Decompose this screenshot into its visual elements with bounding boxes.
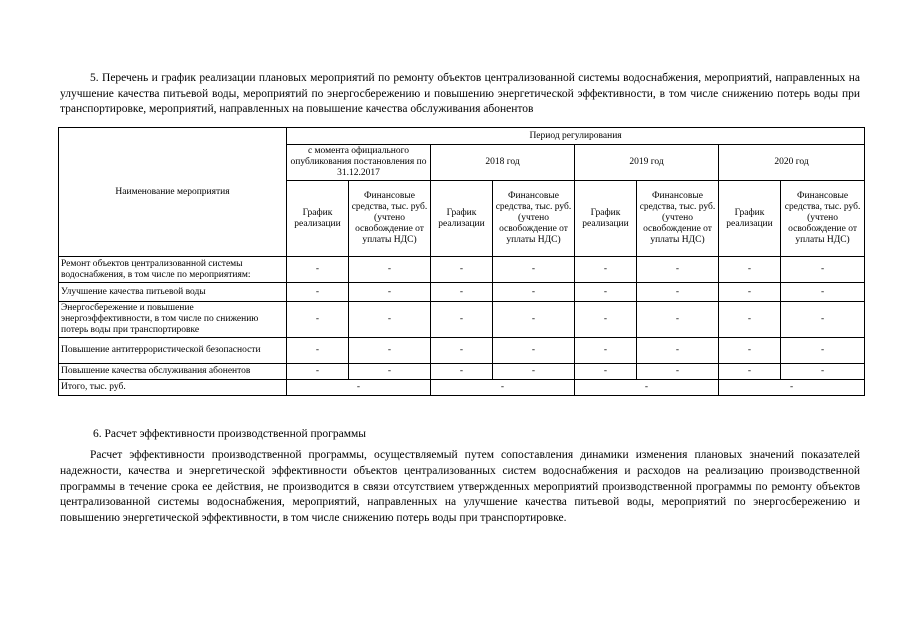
schedule-subheader: График реализации xyxy=(431,181,493,257)
total-value-cell: - xyxy=(575,380,719,396)
value-cell: - xyxy=(719,338,781,364)
value-cell: - xyxy=(781,257,865,283)
period-header-initial: с момента официального опубликования постановления по 31.12.2017 xyxy=(287,145,431,181)
value-cell: - xyxy=(575,302,637,338)
value-cell: - xyxy=(719,257,781,283)
value-cell: - xyxy=(287,338,349,364)
schedule-subheader: График реализации xyxy=(719,181,781,257)
value-cell: - xyxy=(349,283,431,302)
value-cell: - xyxy=(781,302,865,338)
section-6-heading: 6. Расчет эффективности производственной программы xyxy=(93,428,367,440)
value-cell: - xyxy=(637,283,719,302)
value-cell: - xyxy=(719,364,781,380)
schedule-subheader: График реализации xyxy=(575,181,637,257)
value-cell: - xyxy=(287,364,349,380)
table-row xyxy=(59,364,865,380)
value-cell: - xyxy=(287,283,349,302)
finance-subheader: Финансовые средства, тыс. руб. (учтено освобождение от уплаты НДС) xyxy=(637,181,719,257)
activity-name-cell: Повышение антитеррористической безопасности xyxy=(59,338,287,364)
value-cell: - xyxy=(575,338,637,364)
table-row xyxy=(59,283,865,302)
finance-subheader: Финансовые средства, тыс. руб. (учтено освобождение от уплаты НДС) xyxy=(781,181,865,257)
value-cell: - xyxy=(431,302,493,338)
total-row xyxy=(59,380,865,396)
table-row xyxy=(59,338,865,364)
value-cell: - xyxy=(349,364,431,380)
value-cell: - xyxy=(637,364,719,380)
value-cell: - xyxy=(575,364,637,380)
value-cell: - xyxy=(719,283,781,302)
value-cell: - xyxy=(431,364,493,380)
value-cell: - xyxy=(575,283,637,302)
value-cell: - xyxy=(493,283,575,302)
schedule-subheader: График реализации xyxy=(287,181,349,257)
value-cell: - xyxy=(719,302,781,338)
value-cell: - xyxy=(637,302,719,338)
activities-schedule-table xyxy=(58,127,865,396)
period-header-2019: 2019 год xyxy=(575,145,719,181)
value-cell: - xyxy=(493,364,575,380)
value-cell: - xyxy=(287,302,349,338)
value-cell: - xyxy=(349,338,431,364)
activity-name-header: Наименование мероприятия xyxy=(59,128,287,257)
value-cell: - xyxy=(431,283,493,302)
section-6-paragraph: Расчет эффективности производственной программы, осуществляемый путем сопоставления динамики изменения плановых значений показателей надежности, качества и энергетической эффективности объектов централизованных систем водоснабжения и расходов на реализацию производственной программы в течение срока ее действия, не производится в связи отсутствием утвержденных мероприятий производственной программы по ремонту объектов централизованной системы водоснабжения, мероприятий, направленных на улучшение качества питьевой воды, мероприятий по энергосбережению и повышению энергетической эффективности, в том числе снижению потерь воды при транспортировке. xyxy=(60,449,860,525)
value-cell: - xyxy=(781,338,865,364)
table-row xyxy=(59,257,865,283)
total-value-cell: - xyxy=(719,380,865,396)
value-cell: - xyxy=(493,338,575,364)
period-header: Период регулирования xyxy=(287,128,865,145)
activity-name-cell: Повышение качества обслуживания абонентов xyxy=(59,364,287,380)
period-header-2018: 2018 год xyxy=(431,145,575,181)
value-cell: - xyxy=(781,283,865,302)
value-cell: - xyxy=(431,257,493,283)
finance-subheader: Финансовые средства, тыс. руб. (учтено освобождение от уплаты НДС) xyxy=(493,181,575,257)
activity-name-cell: Улучшение качества питьевой воды xyxy=(59,283,287,302)
value-cell: - xyxy=(349,302,431,338)
finance-subheader: Финансовые средства, тыс. руб. (учтено освобождение от уплаты НДС) xyxy=(349,181,431,257)
total-value-cell: - xyxy=(431,380,575,396)
activity-name-cell: Энергосбережение и повышение энергоэффективности, в том числе по снижению потерь воды при транспортировке xyxy=(59,302,287,338)
value-cell: - xyxy=(781,364,865,380)
total-value-cell: - xyxy=(287,380,431,396)
value-cell: - xyxy=(349,257,431,283)
table-row xyxy=(59,302,865,338)
value-cell: - xyxy=(637,257,719,283)
activity-name-cell: Ремонт объектов централизованной системы водоснабжения, в том числе по мероприятиям: xyxy=(59,257,287,283)
value-cell: - xyxy=(637,338,719,364)
value-cell: - xyxy=(493,302,575,338)
total-label-cell: Итого, тыс. руб. xyxy=(59,380,287,396)
period-header-2020: 2020 год xyxy=(719,145,865,181)
section-5-heading: 5. Перечень и график реализации плановых мероприятий по ремонту объектов централизованной системы водоснабжения, мероприятий, направленных на улучшение качества питьевой воды, мероприятий по энергосбережению и повышению энергетической эффективности, в том числе снижению потерь воды при транспортировке, мероприятий, направленных на повышение качества обслуживания абонентов xyxy=(60,72,860,115)
value-cell: - xyxy=(575,257,637,283)
value-cell: - xyxy=(431,338,493,364)
value-cell: - xyxy=(287,257,349,283)
value-cell: - xyxy=(493,257,575,283)
